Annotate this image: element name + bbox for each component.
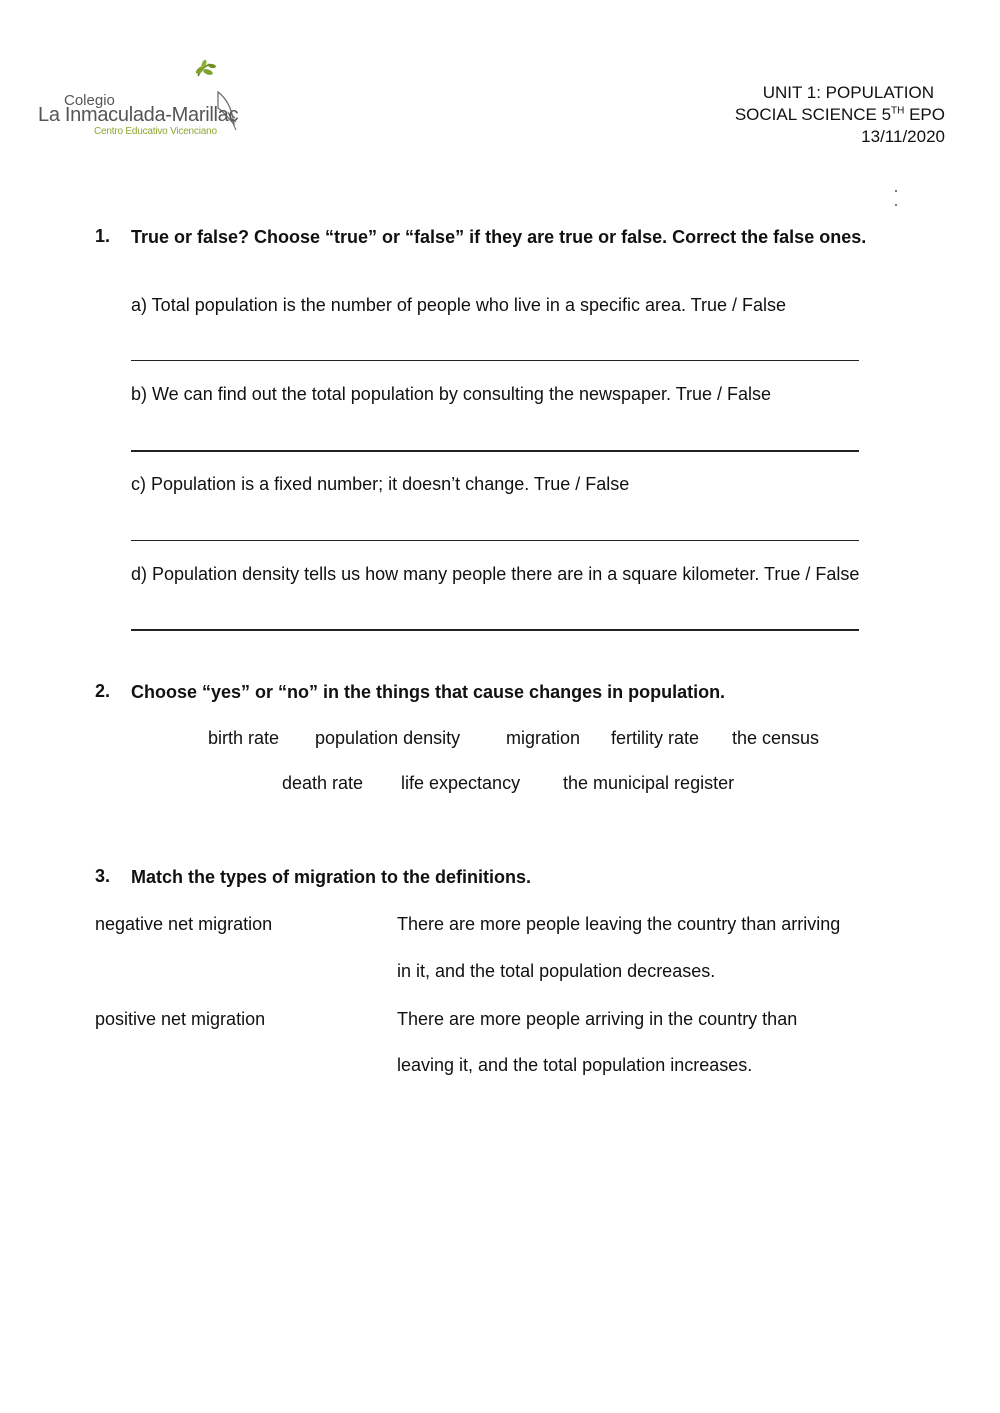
logo-colegio-text: Colegio — [64, 92, 115, 109]
statement-d: d) Population density tells us how many people there are in a square kilometer. True / False — [131, 564, 860, 584]
question-3-number: 3. — [95, 866, 111, 886]
school-logo — [38, 58, 248, 142]
term-positive-net-migration[interactable]: positive net migration — [95, 1009, 266, 1029]
term-negative-net-migration[interactable]: negative net migration — [95, 914, 273, 934]
question-2-title: Choose “yes” or “no” in the things that cause changes in population. — [131, 682, 726, 702]
word-death-rate[interactable]: death rate — [282, 773, 364, 793]
statement-b: b) We can find out the total population by consulting the newspaper. True / False — [131, 384, 772, 404]
definition-1-line-1[interactable]: There are more people leaving the country than arriving — [397, 914, 841, 934]
word-population-density[interactable]: population density — [315, 728, 461, 748]
unit-title: UNIT 1: POPULATION — [762, 83, 934, 102]
word-fertility-rate[interactable]: fertility rate — [611, 728, 700, 748]
word-birth-rate[interactable]: birth rate — [208, 728, 280, 748]
question-1-title: True or false? Choose “true” or “false” if they are true or false. Correct the false ones. — [131, 227, 867, 247]
word-life-expectancy[interactable]: life expectancy — [401, 773, 521, 793]
answer-line-b[interactable] — [131, 450, 859, 452]
statement-a: a) Total population is the number of people who live in a specific area. True / False — [131, 295, 787, 315]
definition-1-line-2[interactable]: in it, and the total population decreases. — [397, 961, 716, 981]
question-3-title: Match the types of migration to the definitions. — [131, 867, 532, 887]
statement-c: c) Population is a fixed number; it doesn’t change. True / False — [131, 474, 630, 494]
speck — [895, 190, 897, 192]
logo-subtitle: Centro Educativo Vicenciano — [94, 126, 217, 137]
logo-school-name: La Inmaculada-Marillac — [38, 104, 239, 126]
answer-line-c[interactable] — [131, 540, 859, 541]
question-1-number: 1. — [95, 226, 111, 246]
definition-2-line-2[interactable]: leaving it, and the total population increases. — [397, 1055, 753, 1075]
speck — [895, 204, 897, 206]
answer-line-d[interactable] — [131, 629, 859, 631]
answer-line-a[interactable] — [131, 360, 859, 361]
word-municipal-register[interactable]: the municipal register — [563, 773, 735, 793]
word-migration[interactable]: migration — [506, 728, 581, 748]
definition-2-line-1[interactable]: There are more people arriving in the country than — [397, 1009, 798, 1029]
word-the-census[interactable]: the census — [732, 728, 820, 748]
question-2-number: 2. — [95, 681, 111, 701]
worksheet-date: 13/11/2020 — [861, 127, 945, 146]
subject-title: SOCIAL SCIENCE 5TH EPO — [734, 105, 945, 124]
